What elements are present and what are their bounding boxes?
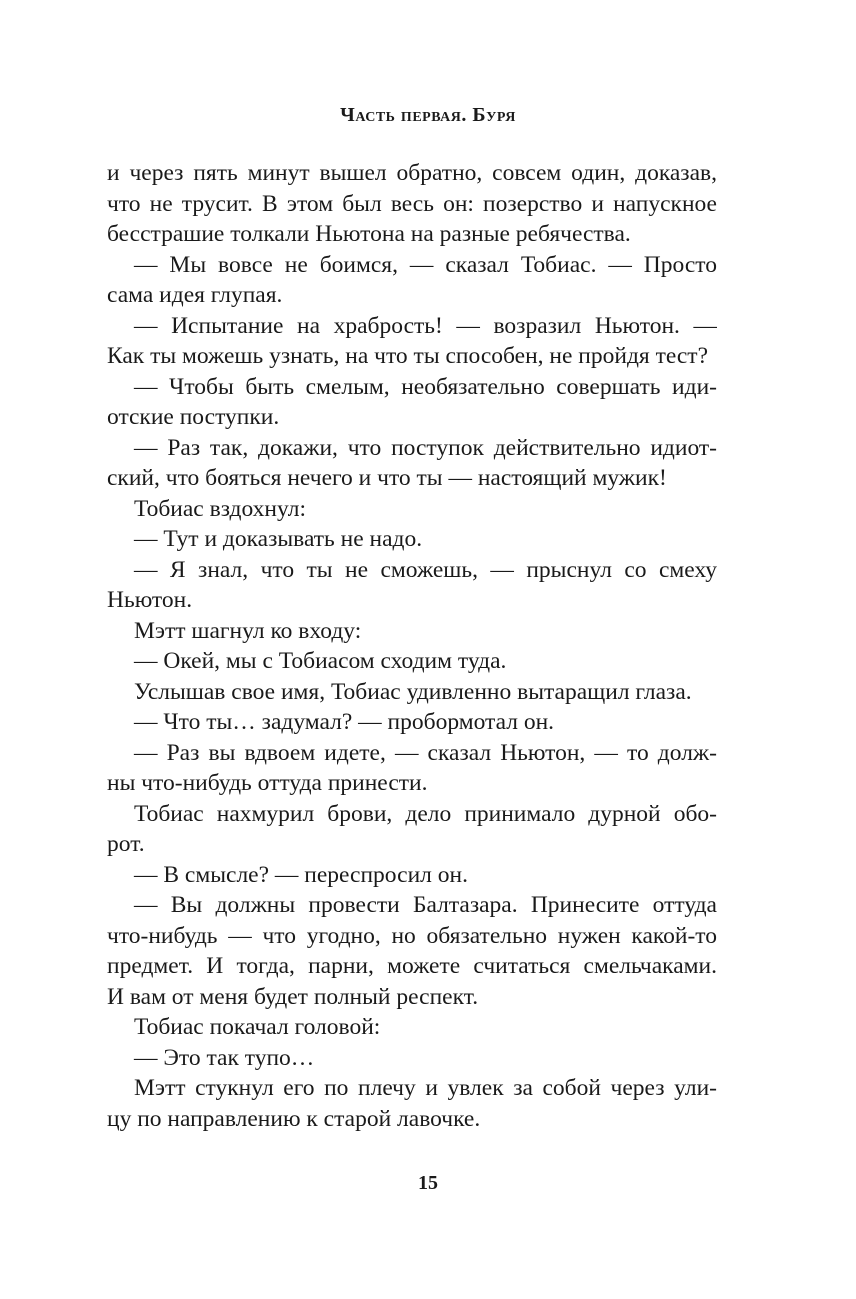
text-line: — Это так тупо… — [134, 1044, 315, 1071]
text-line: что не трусит. В этом был весь он: позерство и напускное — [107, 190, 717, 217]
text-line: Мэтт стукнул его по плечу и увлек за собой через ули- — [134, 1075, 717, 1101]
body-text — [107, 158, 717, 1134]
text-line: Как ты можешь узнать, на что ты способен, не пройдя тест? — [107, 343, 709, 369]
running-header: Часть первая. Буря — [340, 104, 516, 126]
text-line: — Раз так, докажи, что поступок действительно идиот- — [134, 434, 717, 461]
text-line: сама идея глупая. — [107, 282, 283, 308]
text-line: бесстрашие толкали Ньютона на разные ребячества. — [107, 221, 631, 247]
text-line: — В смысле? — переспросил он. — [134, 861, 468, 888]
text-line: ны что-нибудь оттуда принести. — [107, 770, 428, 796]
text-line: — Испытание на храбрость! — возразил Ньютон. — — [134, 312, 717, 339]
text-line: Тобиас нахмурил брови, дело принимало дурной обо- — [134, 800, 717, 827]
text-line: — Тут и доказывать не надо. — [134, 526, 423, 552]
text-line: отские поступки. — [107, 404, 280, 430]
text-line: — Чтобы быть смелым, необязательно совершать иди- — [134, 373, 717, 400]
text-line: предмет. И тогда, парни, можете считаться смельчаками. — [107, 953, 717, 979]
text-line: и через пять минут вышел обратно, совсем один, доказав, — [107, 160, 717, 186]
text-line: — Вы должны провести Балтазара. Принесите оттуда — [134, 892, 717, 918]
text-line: Тобиас покачал головой: — [134, 1014, 381, 1040]
page-number: 15 — [418, 1172, 438, 1194]
text-line: Мэтт шагнул ко входу: — [134, 617, 362, 644]
text-line: — Что ты… задумал? — пробормотал он. — [134, 709, 555, 735]
text-line: — Окей, мы с Тобиасом сходим туда. — [134, 648, 507, 674]
text-line: И вам от меня будет полный респект. — [107, 983, 479, 1010]
text-line: цу по направлению к старой лавочке. — [107, 1105, 481, 1132]
text-line: рот. — [107, 831, 145, 857]
text-line: — Я знал, что ты не сможешь, — прыснул со смеху — [134, 556, 717, 583]
text-line: что-нибудь — что угодно, но обязательно нужен какой-то — [107, 922, 717, 949]
text-line: Ньютон. — [107, 587, 193, 613]
text-line: Тобиас вздохнул: — [134, 495, 306, 522]
text-line: ский, что бояться нечего и что ты — настоящий мужик! — [107, 465, 667, 491]
text-line: — Раз вы вдвоем идете, — сказал Ньютон, — то долж- — [134, 739, 717, 766]
text-line: — Мы вовсе не боимся, — сказал Тобиас. — Просто — [134, 251, 717, 278]
text-line: Услышав свое имя, Тобиас удивленно вытаращил глаза. — [134, 678, 692, 705]
